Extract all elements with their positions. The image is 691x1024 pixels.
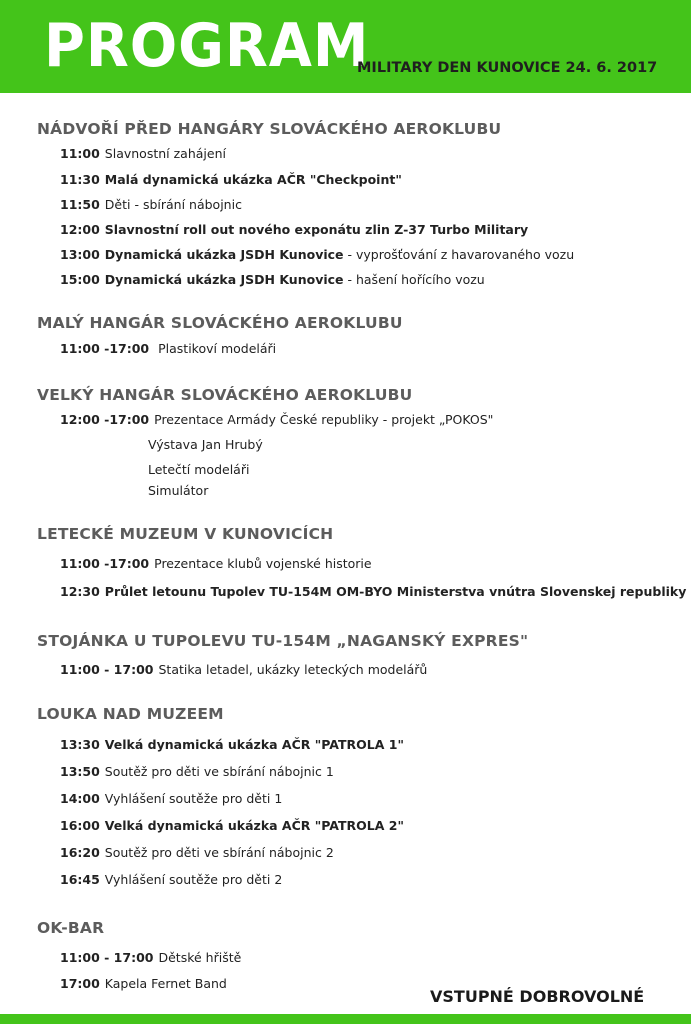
item-text: Dětské hřiště (158, 950, 242, 965)
section-heading: OK-BAR (37, 919, 105, 937)
item-text: Prezentace Armády České republiky - projekt „POKOS" (154, 412, 494, 427)
section-heading: NÁDVOŘÍ PŘED HANGÁRY SLOVÁCKÉHO AEROKLUBU (37, 120, 502, 138)
schedule-item (60, 271, 485, 289)
schedule-item (60, 221, 528, 239)
item-time: 11:00 -17:00 (60, 556, 150, 571)
schedule-item (60, 763, 334, 781)
item-title: Malá dynamická ukázka AČR "Checkpoint" (104, 172, 402, 187)
schedule-item (60, 171, 402, 189)
item-text: Prezentace klubů vojenské historie (154, 556, 372, 571)
schedule-item (60, 817, 404, 835)
schedule-item (60, 411, 493, 429)
schedule-item (60, 555, 372, 573)
page-title: PROGRAM (44, 11, 370, 81)
item-text: Vyhlášení soutěže pro děti 1 (104, 791, 283, 806)
schedule-item (60, 949, 241, 967)
item-time: 13:30 (60, 737, 100, 752)
item-text: Děti - sbírání nábojnic (104, 197, 242, 212)
item-text: Plastikoví modeláři (158, 341, 277, 356)
schedule-item (60, 145, 226, 163)
item-time: 12:00 (60, 222, 100, 237)
item-text: Kapela Fernet Band (104, 976, 227, 991)
admission-note: VSTUPNÉ DOBROVOLNÉ (430, 987, 645, 1006)
section-heading: MALÝ HANGÁR SLOVÁCKÉHO AEROKLUBU (37, 314, 403, 332)
item-text: - vyprošťování z havarovaného vozu (343, 247, 575, 262)
item-title: Dynamická ukázka JSDH Kunovice (104, 272, 344, 287)
schedule-item (60, 790, 282, 808)
header-banner (0, 0, 691, 93)
item-time: 11:00 (60, 146, 100, 161)
section-heading: LETECKÉ MUZEUM V KUNOVICÍCH (37, 525, 334, 543)
footer-bar (0, 1014, 691, 1024)
section-heading: STOJÁNKA U TUPOLEVU TU-154M „NAGANSKÝ EXPRES" (37, 632, 529, 650)
section-heading: VELKÝ HANGÁR SLOVÁCKÉHO AEROKLUBU (37, 386, 413, 404)
item-time: 11:30 (60, 172, 100, 187)
item-time: 13:00 (60, 247, 100, 262)
item-text: Slavnostní zahájení (104, 146, 226, 161)
schedule-item (60, 975, 227, 993)
item-time: 15:00 (60, 272, 100, 287)
schedule-item (60, 736, 404, 754)
item-title: Velká dynamická ukázka AČR "PATROLA 1" (104, 737, 404, 752)
schedule-item (60, 661, 427, 679)
item-time: 11:00 - 17:00 (60, 662, 154, 677)
item-text: Vyhlášení soutěže pro děti 2 (104, 872, 283, 887)
item-time: 13:50 (60, 764, 100, 779)
item-time: 11:00 -17:00 (60, 341, 150, 356)
item-time: 11:00 - 17:00 (60, 950, 154, 965)
item-time: 16:00 (60, 818, 100, 833)
item-title: Velká dynamická ukázka AČR "PATROLA 2" (104, 818, 404, 833)
item-text: Statika letadel, ukázky leteckých modelářů (158, 662, 428, 677)
item-text: - hašení hořícího vozu (343, 272, 485, 287)
schedule-continuation: Simulátor (148, 483, 209, 498)
item-title: Slavnostní roll out nového exponátu zlin Z-37 Turbo Military (104, 222, 529, 237)
item-title: Průlet letounu Tupolev TU-154M OM-BYO Ministerstva vnútra Slovenskej republiky (104, 584, 687, 599)
item-text: Soutěž pro děti ve sbírání nábojnic 2 (104, 845, 334, 860)
schedule-item (60, 844, 334, 862)
item-time: 16:45 (60, 872, 100, 887)
item-time: 12:00 -17:00 (60, 412, 150, 427)
item-time: 11:50 (60, 197, 100, 212)
item-time: 16:20 (60, 845, 100, 860)
schedule-item (60, 340, 276, 358)
item-time: 12:30 (60, 584, 100, 599)
schedule-item (60, 871, 282, 889)
item-text: Soutěž pro děti ve sbírání nábojnic 1 (104, 764, 334, 779)
event-subtitle: MILITARY DEN KUNOVICE 24. 6. 2017 (357, 60, 658, 76)
schedule-item (60, 246, 574, 264)
schedule-continuation: Letečtí modeláři (148, 462, 250, 477)
item-title: Dynamická ukázka JSDH Kunovice (104, 247, 344, 262)
item-time: 17:00 (60, 976, 100, 991)
section-heading: LOUKA NAD MUZEEM (37, 705, 224, 723)
schedule-item (60, 196, 242, 214)
schedule-continuation: Výstava Jan Hrubý (148, 437, 263, 452)
item-time: 14:00 (60, 791, 100, 806)
schedule-item (60, 583, 686, 601)
